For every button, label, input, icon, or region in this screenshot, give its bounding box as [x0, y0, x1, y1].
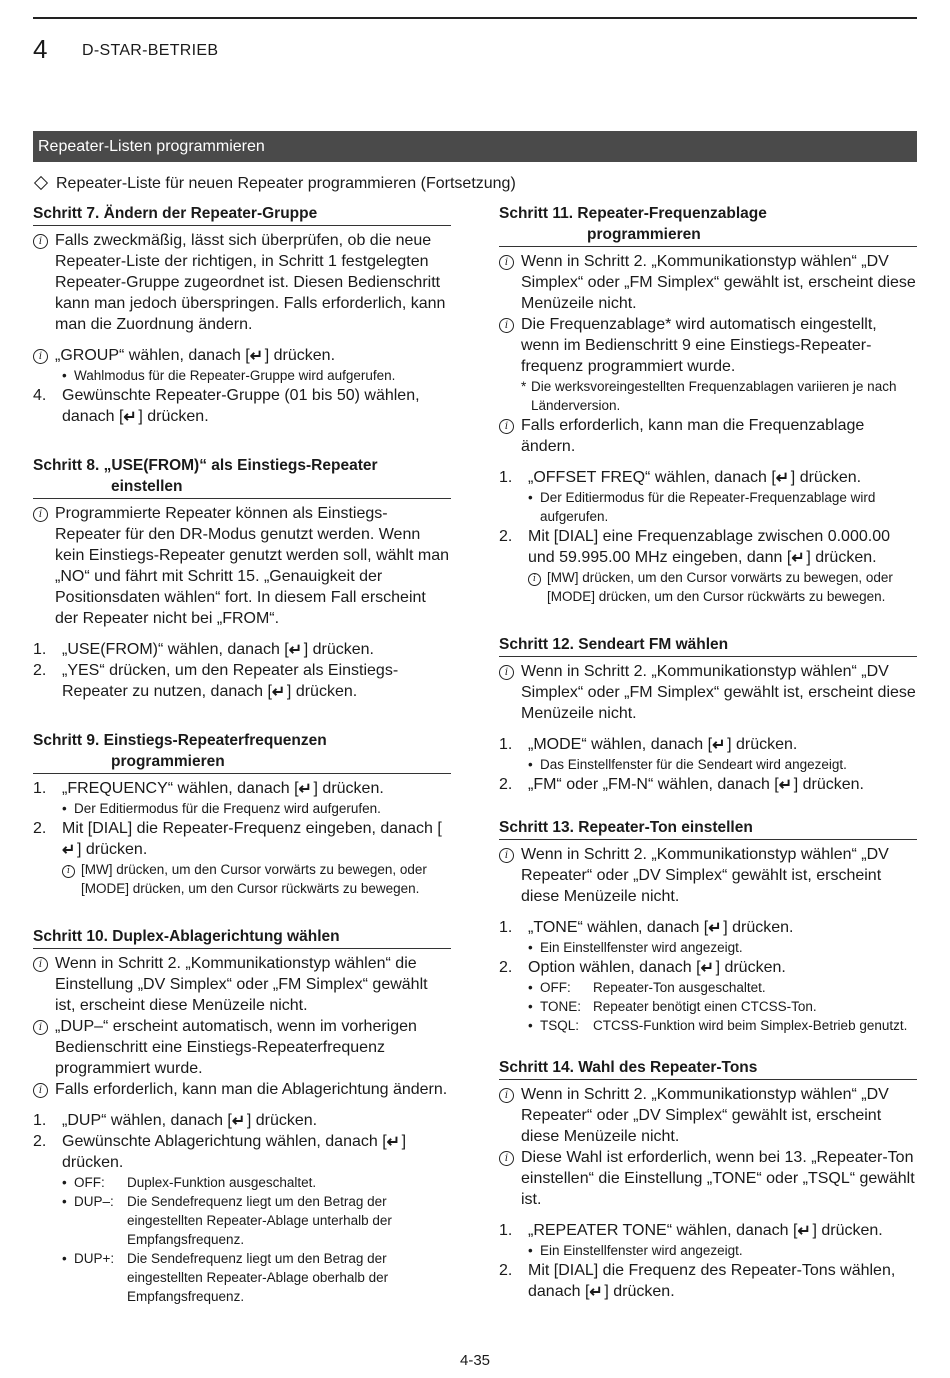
step-14-title: Schritt 14. Wahl des Repeater-Tons — [499, 1057, 917, 1080]
info-icon: i — [499, 848, 514, 863]
left-column — [33, 203, 451, 1334]
enter-key-icon: ↵ — [288, 642, 303, 659]
step-item: 2. Mit [DIAL] die Repeater-Frequenz eingeben, danach [↵] drücken. — [33, 820, 442, 859]
step-item: 2. Option wählen, danach [↵] drücken. — [499, 959, 786, 977]
info-note: i Wenn in Schritt 2. „Kommunikationstyp wählen“ die Einstellung „DV Simplex“ oder „FM Simplex“ gewählt ist, erscheint diese Menüzeile nicht. — [33, 953, 451, 1016]
info-sub-item: i [MW] drücken, um den Cursor vorwärts zu bewegen, oder [MODE] drücken, um den Cursor rückwärts zu bewegen. — [499, 568, 917, 606]
right-column — [499, 203, 917, 1330]
info-icon: i — [33, 1083, 48, 1098]
top-rule — [33, 17, 917, 19]
step-item: 1. „FREQUENCY“ wählen, danach [↵] drücken. — [33, 780, 384, 798]
info-icon: i — [33, 234, 48, 249]
info-icon: i — [528, 573, 541, 586]
step-9-section — [33, 730, 451, 898]
enter-key-icon: ↵ — [700, 960, 714, 977]
info-note: i Wenn in Schritt 2. „Kommunikationstyp wählen“ „DV Repeater“ oder „DV Simplex“ gewählt ist, erscheint diese Menüzeile nicht. — [499, 844, 917, 907]
subheading — [33, 175, 516, 193]
bullet-item: • Der Editiermodus für die Frequenz wird aufgerufen. — [62, 801, 381, 816]
subheading-text: Repeater-Liste für neuen Repeater programmieren (Fortsetzung) — [56, 175, 516, 192]
enter-key-icon: ↵ — [708, 920, 722, 937]
step-item: 1. „DUP“ wählen, danach [↵] drücken. — [33, 1112, 318, 1130]
enter-key-icon: ↵ — [298, 781, 312, 798]
bullet-item: • Das Einstellfenster für die Sendeart wird angezeigt. — [528, 757, 847, 772]
step-7-title: Schritt 7. Ändern der Repeater-Gruppe — [33, 203, 451, 226]
info-icon: i — [62, 865, 75, 878]
step-item: 4. Gewünschte Repeater-Gruppe (01 bis 50) wählen, danach [↵] drücken. — [33, 387, 420, 426]
step-item: 2. Mit [DIAL] die Frequenz des Repeater-Tons wählen, danach [↵] drücken. — [499, 1262, 896, 1301]
info-sub-item: i [MW] drücken, um den Cursor vorwärts zu bewegen, oder [MODE] drücken, um den Cursor rückwärts zu bewegen. — [33, 860, 451, 898]
info-note: i „GROUP“ wählen, danach [↵] drücken. — [33, 345, 451, 366]
info-icon: i — [33, 507, 48, 522]
step-9-title: Schritt 9. Einstiegs-Repeaterfrequenzen programmieren — [33, 730, 451, 774]
diamond-icon — [34, 176, 48, 190]
info-icon: i — [499, 419, 514, 434]
info-icon: i — [499, 1088, 514, 1103]
info-icon: i — [499, 255, 514, 270]
step-item: 2. „YES“ drücken, um den Repeater als Einstiegs-Repeater zu nutzen, danach [↵] drücken. — [33, 662, 399, 701]
step-item: 1. „OFFSET FREQ“ wählen, danach [↵] drücken. — [499, 469, 862, 487]
info-note: i „DUP–“ erscheint automatisch, wenn im vorherigen Bedienschritt eine Einstiegs-Repeaterfrequenz programmiert wurde. — [33, 1016, 451, 1079]
option-item: • TSQL: CTCSS-Funktion wird beim Simplex-Betrieb genutzt. — [528, 1018, 908, 1033]
step-item: 1. „REPEATER TONE“ wählen, danach [↵] drücken. — [499, 1222, 883, 1240]
step-item: 2. „FM“ oder „FM-N“ wählen, danach [↵] drücken. — [499, 776, 864, 794]
option-item: • OFF: Repeater-Ton ausgeschaltet. — [528, 980, 766, 995]
step-13-title: Schritt 13. Repeater-Ton einstellen — [499, 817, 917, 840]
step-item: 2. Mit [DIAL] eine Frequenzablage zwischen 0.000.00 und 59.995.00 MHz eingeben, dann [↵] drücken. — [499, 528, 890, 567]
step-12-title: Schritt 12. Sendeart FM wählen — [499, 634, 917, 657]
info-icon: i — [499, 1151, 514, 1166]
info-note: i Wenn in Schritt 2. „Kommunikationstyp wählen“ „DV Simplex“ oder „FM Simplex“ gewählt ist, erscheint diese Menüzeile nicht. — [499, 661, 917, 724]
step-item: 1. „USE(FROM)“ wählen, danach [↵] drücken. — [33, 641, 374, 659]
info-note: i Falls zweckmäßig, lässt sich überprüfen, ob die neue Repeater-Liste der richtigen, in Schritt 1 festgelegten Repeater-Gruppe zugeordnet ist. Diesen Bedienschritt kann man jedoch überspringen. Falls erforderlich, kann man die Zuordnung ändern. — [33, 230, 451, 335]
section-banner: Repeater-Listen programmieren — [33, 131, 917, 162]
step-8-title: Schritt 8. „USE(FROM)“ als Einstiegs-Repeater einstellen — [33, 455, 451, 499]
enter-key-icon: ↵ — [589, 1284, 603, 1301]
enter-key-icon: ↵ — [386, 1134, 401, 1151]
enter-key-icon: ↵ — [271, 684, 286, 701]
enter-key-icon: ↵ — [791, 550, 805, 567]
step-13-section — [499, 817, 917, 1035]
info-icon: i — [33, 349, 48, 364]
enter-key-icon: ↵ — [62, 842, 76, 859]
step-item: 2. Gewünschte Ablagerichtung wählen, danach [↵] drücken. — [33, 1133, 407, 1171]
enter-key-icon: ↵ — [123, 409, 137, 426]
step-item: 1. „MODE“ wählen, danach [↵] drücken. — [499, 736, 798, 754]
step-11-title: Schritt 11. Repeater-Frequenzablage programmieren — [499, 203, 917, 247]
step-item: 1. „TONE“ wählen, danach [↵] drücken. — [499, 919, 794, 937]
option-item: • DUP–: Die Sendefrequenz liegt um den Betrag der eingestellten Repeater-Ablage unterhalb der Empfangsfrequenz. — [62, 1194, 392, 1247]
info-note: i Falls erforderlich, kann man die Frequenzablage ändern. — [499, 415, 917, 457]
step-8-section — [33, 455, 451, 702]
enter-key-icon: ↵ — [775, 470, 790, 487]
chapter-number: 4 — [33, 34, 48, 64]
footnote: * Die werksvoreingestellten Frequenzablagen variieren je nach Länderversion. — [521, 379, 897, 413]
step-10-title: Schritt 10. Duplex-Ablagerichtung wählen — [33, 926, 451, 949]
enter-key-icon: ↵ — [712, 737, 726, 754]
option-item: • DUP+: Die Sendefrequenz liegt um den Betrag der eingestellten Repeater-Ablage oberhalb der Empfangsfrequenz. — [62, 1251, 389, 1304]
bullet-item: • Ein Einstellfenster wird angezeigt. — [528, 1243, 743, 1258]
option-item: • TONE: Repeater benötigt einen CTCSS-Ton. — [528, 999, 817, 1014]
page-number: 4-35 — [459, 1352, 491, 1369]
step-12-section — [499, 634, 917, 795]
info-note: i Diese Wahl ist erforderlich, wenn bei 13. „Repeater-Ton einstellen“ die Einstellung „TONE“ oder „TSQL“ gewählt ist. — [499, 1147, 917, 1210]
step-11-section — [499, 203, 917, 606]
enter-key-icon: ↵ — [231, 1113, 246, 1130]
info-icon: i — [33, 957, 48, 972]
info-icon: i — [499, 665, 514, 680]
info-note: i Falls erforderlich, kann man die Ablagerichtung ändern. — [33, 1079, 451, 1100]
info-note: i Wenn in Schritt 2. „Kommunikationstyp wählen“ „DV Repeater“ oder „DV Simplex“ gewählt ist, erscheint diese Menüzeile nicht. — [499, 1084, 917, 1147]
bullet-item: • Wahlmodus für die Repeater-Gruppe wird aufgerufen. — [62, 368, 396, 383]
option-item: • OFF: Duplex-Funktion ausgeschaltet. — [62, 1175, 317, 1190]
bullet-item: • Der Editiermodus für die Repeater-Frequenzablage wird aufgerufen. — [528, 490, 876, 524]
info-icon: i — [499, 318, 514, 333]
bullet-item: • Ein Einstellfenster wird angezeigt. — [528, 940, 743, 955]
info-note: i Die Frequenzablage* wird automatisch eingestellt, wenn im Bedienschritt 9 eine Einstiegs-Repeaterfrequenz programmiert wurde. — [499, 314, 917, 377]
enter-key-icon: ↵ — [797, 1223, 811, 1240]
step-7-section — [33, 203, 451, 427]
enter-key-icon: ↵ — [249, 348, 264, 365]
info-icon: i — [33, 1020, 48, 1035]
step-14-section — [499, 1057, 917, 1302]
info-note: i Wenn in Schritt 2. „Kommunikationstyp wählen“ „DV Simplex“ oder „FM Simplex“ gewählt ist, erscheint diese Menüzeile nicht. — [499, 251, 917, 314]
chapter-title: D-STAR-BETRIEB — [82, 42, 219, 59]
info-note: i Programmierte Repeater können als Einstiegs-Repeater für den DR-Modus genutzt werden. Wenn kein Einstiegs-Repeater genutzt werden soll, wählt man „NO“ und fährt mit Schritt 15. „Genauigkeit der Positionsdaten wählen“ fort. In diesem Fall erscheint der Repeater nicht bei „FROM“. — [33, 503, 451, 629]
enter-key-icon: ↵ — [778, 777, 793, 794]
step-10-section — [33, 926, 451, 1306]
